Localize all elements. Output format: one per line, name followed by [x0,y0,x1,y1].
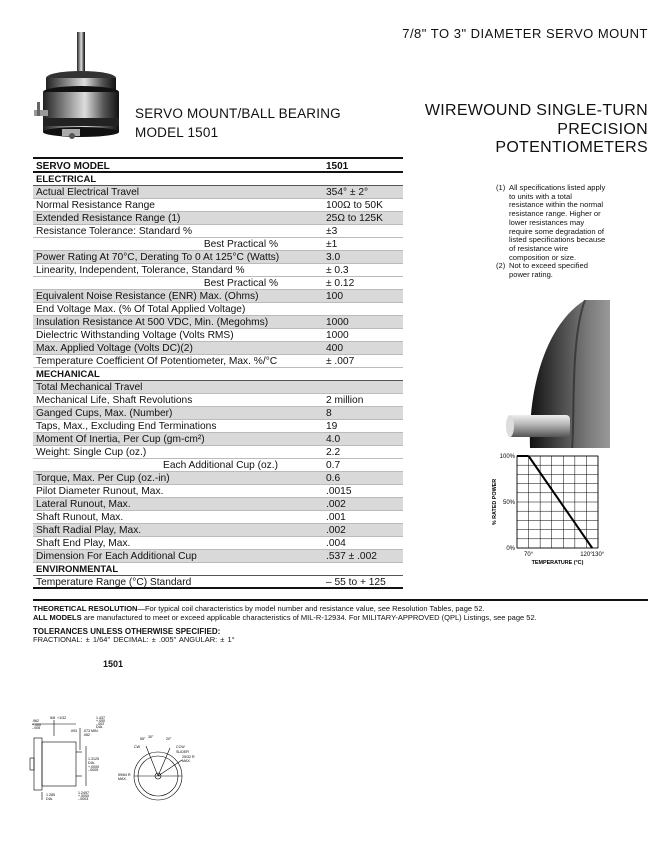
table-row [33,472,403,485]
dimension-label: -.002 [96,722,105,726]
row-value: 2 million [326,395,364,406]
allmodels-bold: ALL MODELS [33,613,82,622]
dimension-label: -.0005 [88,768,99,772]
row-label: Dielectric Withstanding Voltage (Volts RMS) [36,330,234,341]
row-label: Best Practical % [203,239,278,250]
row-value: ± .007 [326,356,355,367]
row-value: ± 0.12 [326,278,355,289]
cone-photo [490,300,610,448]
table-row [33,290,403,303]
row-value: – 55 to + 125 [326,577,386,588]
dimension-label: +.000 [96,719,106,723]
dimension-label: DIA. [96,725,103,729]
table-section-row [33,368,403,381]
footer-rule [33,599,648,601]
row-label: Shaft End Play, Max. [36,538,131,549]
dimension-label: .073 MIN. [83,729,99,733]
dimension-label: 30° [148,735,154,739]
y-tick-label: 0% [506,546,515,552]
table-header-value: 1501 [326,161,349,172]
dimension-label: 20° [166,737,172,741]
row-value: 354° ± 2° [326,187,369,198]
dimension-label: CCW [176,745,185,749]
table-row [33,277,403,290]
row-value: 25Ω to 125K [326,213,383,224]
row-label: Moment Of Inertia, Per Cup (gm-cm²) [36,434,205,445]
x-tick-label: 70° [524,552,534,558]
footnote [496,184,606,262]
row-value: 1000 [326,330,349,341]
table-row [33,355,403,368]
derating-chart [470,446,630,574]
dimension-label: CW [134,745,140,749]
row-label: ENVIRONMENTAL [36,564,119,575]
dimension-label: MAX. [182,759,191,763]
row-label: Insulation Resistance At 500 VDC, Min. (Megohms) [36,317,269,328]
dimension-label: 59/64 R [118,773,131,777]
dimension-label: 55° [140,737,146,741]
footnote-text: All specifications listed apply to units with a total resistance within the normal resistance range. Higher or lower resistances may require some degradation of listed specifications because of resistance wire composition or size. [509,183,606,262]
table-row [33,264,403,277]
row-label: Torque, Max. Per Cup (oz.-in) [36,473,170,484]
table-row [33,238,403,251]
row-value: 2.2 [326,447,341,458]
table-row [33,433,403,446]
theoretical-bold: THEORETICAL RESOLUTION [33,604,138,613]
row-value: 4.0 [326,434,341,445]
row-label: Ganged Cups, Max. (Number) [36,408,173,419]
row-label: End Voltage Max. (% Of Total Applied Voltage) [36,304,246,315]
row-value: 100 [326,291,343,302]
dimension-label: 1.285 [46,793,55,797]
row-label: Normal Resistance Range [36,200,155,211]
table-row [33,446,403,459]
x-axis-label: TEMPERATURE (°C) [531,560,584,566]
dimension-label: 5/8 [50,716,55,720]
table-row [33,576,403,589]
row-value: 0.7 [326,460,341,471]
dimension-label: 1.2497 [78,791,89,795]
y-axis-label: % RATED POWER [492,478,498,526]
row-label: ELECTRICAL [36,174,97,185]
row-value: 19 [326,421,338,432]
row-value: .001 [326,512,346,523]
row-value: 1000 [326,317,349,328]
row-value: 100Ω to 50K [326,200,383,211]
row-value: ± 0.3 [326,265,349,276]
row-label: Power Rating At 70°C, Derating To 0 At 125°C (Watts) [36,252,280,263]
table-row [33,342,403,355]
table-row [33,498,403,511]
row-label: Resistance Tolerance: Standard % [36,226,193,237]
x-tick-label: 130° [591,552,605,558]
dimension-label: +.000 [32,723,42,727]
row-value: .004 [326,538,346,549]
theoretical-resolution-note [33,604,653,613]
dimension-label: 1.437 [96,716,105,720]
table-header-label: SERVO MODEL [36,161,110,172]
y-tick-label: 100% [499,454,515,460]
side-view-drawing [26,716,126,802]
dimension-label: .062 [83,733,90,737]
row-label: Mechanical Life, Shaft Revolutions [36,395,193,406]
notes [496,184,606,280]
subtitle-line-1: SERVO MOUNT/BALL BEARING [135,106,341,121]
row-value: .002 [326,525,346,536]
row-label: Weight: Single Cup (oz.) [36,447,147,458]
spec-table [33,157,403,589]
footnote-number: (1) [496,183,506,192]
table-row [33,407,403,420]
table-row [33,459,403,472]
footnote-text: Not to exceed specified power rating. [509,261,588,280]
table-row [33,537,403,550]
main-title-line-2: PRECISION POTENTIOMETERS [495,121,648,156]
row-value: 400 [326,343,343,354]
table-section-row [33,563,403,576]
row-label: Extended Resistance Range (1) [36,213,181,224]
row-label: Total Mechanical Travel [36,382,143,393]
dimension-label: 1.3125 [88,757,99,761]
row-value: 3.0 [326,252,341,263]
row-label: Dimension For Each Additional Cup [36,551,197,562]
subtitle-line-2: MODEL 1501 [135,125,219,140]
row-label: Actual Electrical Travel [36,187,140,198]
row-value: 8 [326,408,332,419]
dimension-label: 25/32 R [182,755,195,759]
table-row [33,225,403,238]
theoretical-text: —For typical coil characteristics by model number and resistance value, see Resolution Tables, page 52. [137,604,485,613]
table-row [33,251,403,264]
table-row [33,394,403,407]
table-row [33,420,403,433]
row-label: Best Practical % [203,278,278,289]
dimension-label: .962 [32,719,39,723]
row-label: Max. Applied Voltage (Volts DC)(2) [36,343,193,354]
dimension-label: -.005 [32,726,41,730]
row-value: .537 ± .002 [326,551,377,562]
table-section-row [33,173,403,186]
footnote-number: (2) [496,261,506,271]
table-row [33,316,403,329]
row-label: Shaft Radial Play, Max. [36,525,142,536]
table-row [33,199,403,212]
dimension-label: SLIDER [176,750,189,754]
table-row [33,550,403,563]
row-label: Temperature Range (°C) Standard [36,577,192,588]
row-label: Shaft Runout, Max. [36,512,124,523]
row-label: MECHANICAL [36,369,100,380]
footnote [496,262,606,279]
table-row [33,485,403,498]
table-row [33,524,403,537]
all-models-note [33,613,653,622]
front-view-drawing [118,726,214,804]
row-label: Pilot Diameter Runout, Max. [36,486,164,497]
dimension-label: +.0000 [88,765,100,769]
row-value: .0015 [326,486,352,497]
table-header [33,157,403,173]
table-row [33,381,403,394]
table-row [33,186,403,199]
table-row [33,329,403,342]
dimension-label: MAX. [118,777,127,781]
dimension-label: DIA. [46,797,53,801]
row-value: ±3 [326,226,338,237]
y-tick-label: 50% [502,500,515,506]
x-tick-label: 120° [580,552,593,558]
tolerances-values: FRACTIONAL: ± 1/64" DECIMAL: ± .005" ANGULAR: ± 1° [33,635,235,644]
tolerances-title: TOLERANCES UNLESS OTHERWISE SPECIFIED: [33,627,221,636]
drawing-label: 1501 [103,659,124,669]
row-label: Taps, Max., Excluding End Terminations [36,421,217,432]
row-label: Linearity, Independent, Tolerance, Standard % [36,265,245,276]
row-label: Each Additional Cup (oz.) [163,460,278,471]
row-value: .002 [326,499,346,510]
row-value: 0.6 [326,473,341,484]
dimension-label: DIA. [88,761,95,765]
row-value: ±1 [326,239,338,250]
row-label: Temperature Coefficient Of Potentiometer, Max. %/°C [36,356,278,367]
row-label: Equivalent Noise Resistance (ENR) Max. (Ohms) [36,291,259,302]
table-row [33,303,403,316]
dimension-label: +1/32 [57,716,67,720]
dimension-label: +.0000 [78,794,90,798]
top-title: 7/8" TO 3" DIAMETER SERVO MOUNT [402,26,648,41]
table-row [33,511,403,524]
allmodels-text: are manufactured to meet or exceed applicable characteristics of MIL-R-12934. For MILITARY-APPROVED (QPL) Listings, see page 52. [81,613,537,622]
table-row [33,212,403,225]
potentiometer-photo [32,32,132,144]
row-label: Lateral Runout, Max. [36,499,131,510]
main-title-line-1: WIREWOUND SINGLE-TURN [424,102,648,119]
dimension-label: -.0003 [78,797,89,801]
dimension-label: .093 [70,729,77,733]
